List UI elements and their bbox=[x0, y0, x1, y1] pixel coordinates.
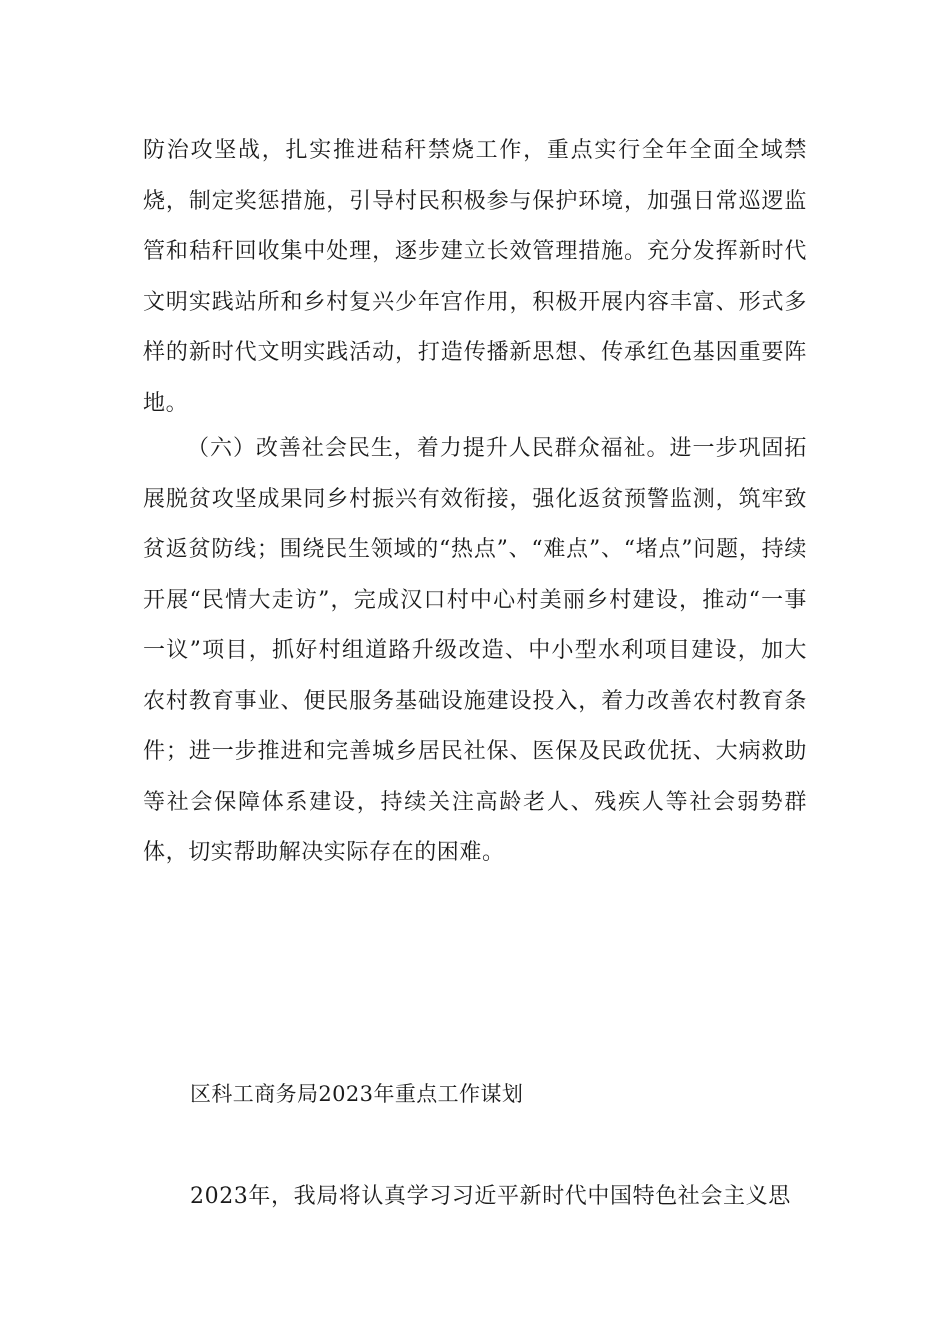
intro-paragraph: 2023年，我局将认真学习习近平新时代中国特色社会主义思 bbox=[190, 1184, 791, 1209]
body-paragraph: 防治攻坚战，扎实推进秸秆禁烧工作，重点实行全年全面全域禁烧，制定奖惩措施，引导村民积极参与保护环境，加强日常巡逻监管和秸秆回收集中处理，逐步建立长效管理措施。充分发挥新时代文明实践站所和乡村复兴少年宫作用，积极开展内容丰富、形式多样的新时代文明实践活动，打造传播新思想、传承红色基因重要阵地。 bbox=[143, 138, 807, 416]
body-paragraph: （六）改善社会民生，着力提升人民群众福祉。进一步巩固拓展脱贫攻坚成果同乡村振兴有效衔接，强化返贫预警监测，筑牢致贫返贫防线；围绕民生领域的“热点”、“难点”、“堵点”问题，持续开展“民情大走访”，完成汉口村中心村美丽乡村建设，推动“一事一议”项目，抓好村组道路升级改造、中小型水利项目建设，加大农村教育事业、便民服务基础设施建设投入，着力改善农村教育条件；进一步推进和完善城乡居民社保、医保及民政优抚、大病救助等社会保障体系建设，持续关注高龄老人、残疾人等社会弱势群体，切实帮助解决实际存在的困难。 bbox=[143, 436, 807, 865]
section-title: 区科工商务局2023年重点工作谋划 bbox=[190, 1082, 524, 1106]
